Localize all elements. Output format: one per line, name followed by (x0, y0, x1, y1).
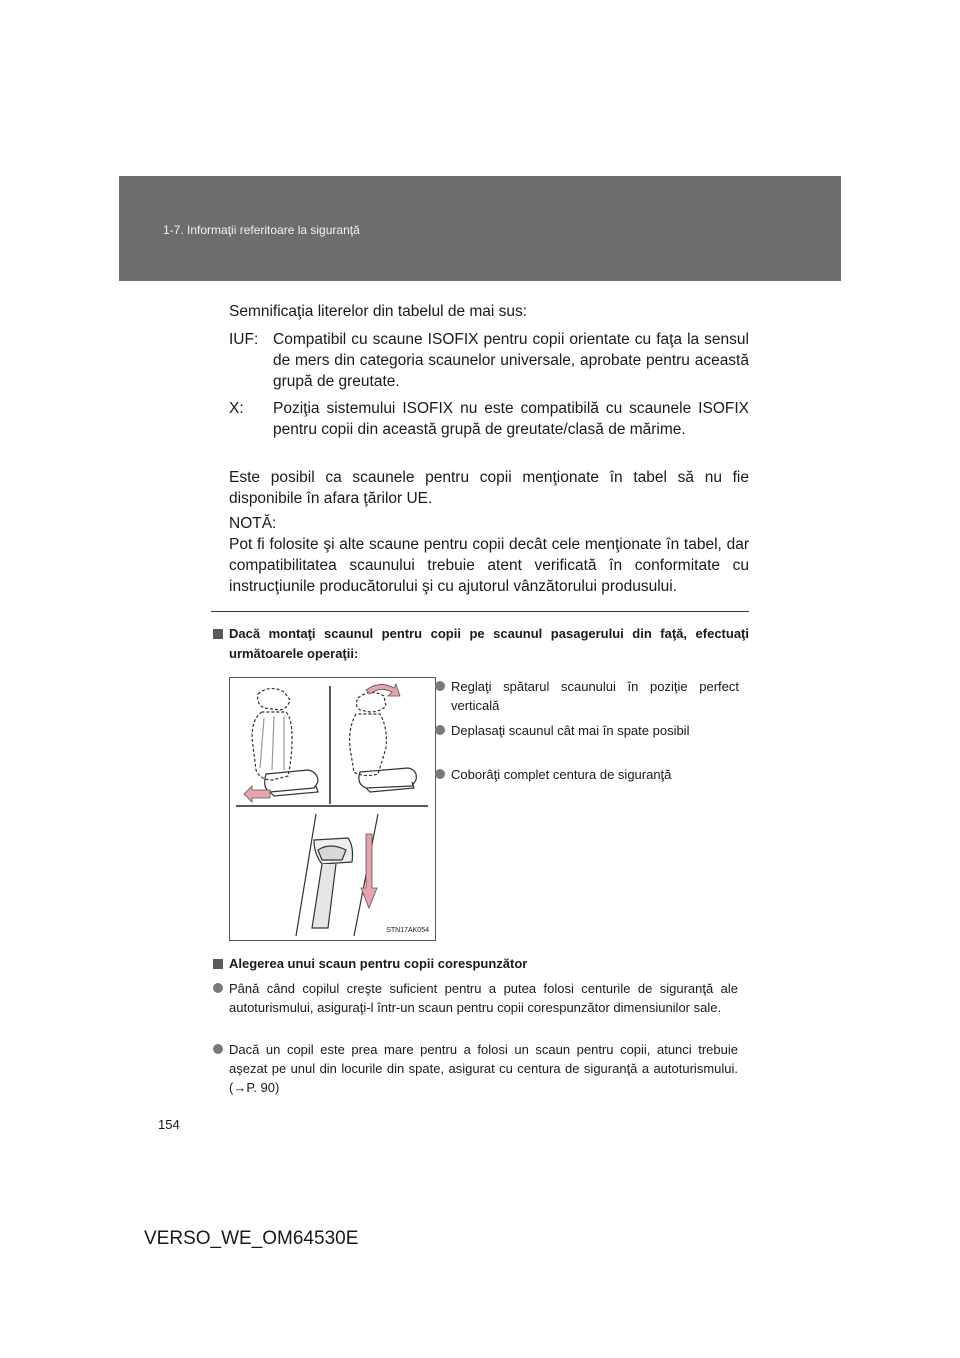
circle-bullet-icon (213, 1044, 223, 1054)
seat-recline-icon (350, 692, 417, 792)
definition-text: Compatibil cu scaune ISOFIX pentru copii orientate cu faţa la sensul de mers din categoria scaunelor universale, aprobate pentru această grupă de greutate. (273, 331, 749, 390)
document-code: VERSO_WE_OM64530E (144, 1228, 359, 1249)
section-heading-choose-seat: Alegerea unui scaun pentru copii corespunzător (213, 954, 749, 974)
circle-bullet-icon (435, 769, 445, 779)
square-bullet-icon (213, 959, 223, 969)
definition-x (229, 398, 749, 461)
definition-label: IUF: (229, 331, 259, 348)
square-bullet-icon (213, 629, 223, 639)
section-divider (211, 611, 749, 612)
seat-adjustment-illustration (229, 677, 436, 941)
availability-text: Este posibil ca scaunele pentru copii menţionate în tabel să nu fie disponibile în afara ţărilor UE. (229, 469, 749, 507)
note-label: NOTĂ: (229, 515, 277, 532)
figure-code: STN17AK054 (386, 927, 429, 934)
note-text: Pot fi folosite şi alte scaune pentru copii decât cele menţionate în tabel, dar compatibilitatea scaunului trebuie atent verificată în conformitate cu instrucţiunile producătorului şi cu ajutorul vânzătorului produsului. (229, 536, 749, 595)
circle-bullet-icon (213, 983, 223, 993)
list-item: Până când copilul creşte suficient pentru a putea folosi centurile de siguranţă ale autoturismului, asiguraţi-l într-un scaun pentru copii corespunzător dimensiunilor sale. (213, 979, 738, 1017)
seat-illustration-svg (230, 678, 435, 940)
list-item: Reglaţi spătarul scaunului în poziţie perfect verticală (435, 677, 739, 715)
list-item: Deplasaţi scaunul cât mai în spate posibil (435, 721, 739, 740)
seat-upright-icon (252, 688, 318, 796)
circle-bullet-icon (435, 681, 445, 691)
definition-label: X: (229, 400, 244, 417)
definition-iuf (229, 329, 749, 392)
page-number: 154 (158, 1117, 180, 1132)
intro-title: Semnificaţia literelor din tabelul de mai sus: (229, 303, 528, 320)
arrow-down-icon (361, 834, 377, 908)
definition-text: Poziţia sistemului ISOFIX nu este compatibilă cu scaunele ISOFIX pentru copii din această grupă de greutate/clasă de mărime. (273, 400, 749, 438)
section-breadcrumb: 1-7. Informaţii referitoare la siguranţă (163, 223, 360, 237)
rotate-arrow-icon (366, 684, 400, 696)
section-heading-front-seat: Dacă montaţi scaunul pentru copii pe scaunul pasagerului din faţă, efectuaţi următoarele operaţii: (213, 624, 749, 664)
circle-bullet-icon (435, 725, 445, 735)
list-item: Coborâţi complet centura de siguranţă (435, 765, 739, 784)
list-item: Dacă un copil este prea mare pentru a folosi un scaun pentru copii, atunci trebuie aşezat pe unul din locurile din spate, asigurat cu centura de siguranţă a autoturismului. (→P. 90) (213, 1040, 738, 1097)
